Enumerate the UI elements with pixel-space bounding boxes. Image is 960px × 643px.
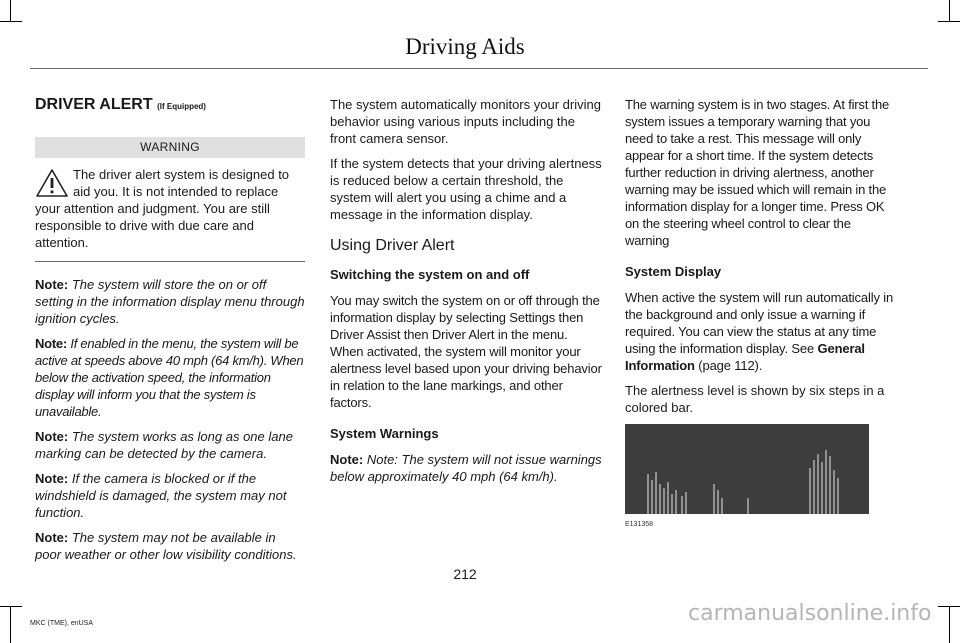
- body-paragraph: [625, 289, 897, 374]
- page-header-title: Driving Aids: [405, 34, 525, 59]
- body-paragraph: The warning system is in two stages. At first the system issues a temporary warning that you need to take a rest. This message will only appear for a short time. If the system detects further reduction in driving alertness, another warning may be issued which will remain in the information display for a longer time. Press OK on the steering wheel control to clear the warning: [625, 97, 890, 248]
- subheading-switching: Switching the system on and off: [330, 267, 530, 282]
- note-text: The system works as long as one lane marking can be detected by the camera.: [35, 429, 293, 461]
- subheading-system-display: System Display: [625, 264, 722, 279]
- crop-mark: [10, 0, 11, 22]
- note-text: The system will store the on or off setting in the information display menu through ignition cycles.: [35, 277, 305, 326]
- crop-mark: [938, 606, 960, 607]
- note-label: Note:: [35, 471, 69, 486]
- note-paragraph: [35, 428, 305, 462]
- note-text: Note: The system will not issue warnings below approximately 40 mph (64 km/h).: [330, 452, 602, 484]
- column-right: [625, 96, 897, 533]
- note-label: Note:: [35, 530, 69, 545]
- section-title-text: DRIVER ALERT: [35, 96, 153, 113]
- alertness-bar-figure: [625, 424, 869, 514]
- column-left: [35, 96, 305, 571]
- note-paragraph: [35, 529, 305, 563]
- body-text: When active the system will run automatically in the background and only issue a warning if required. You can view the status at any time using the information display. See: [625, 290, 894, 356]
- subheading-system-warnings: System Warnings: [330, 426, 439, 441]
- watermark: carmanualsonline.info: [688, 601, 932, 626]
- cross-reference-link[interactable]: General Information: [625, 341, 865, 373]
- note-text: If the camera is blocked or if the windshield is damaged, the system may not function.: [35, 471, 287, 520]
- note-label: Note:: [35, 277, 69, 292]
- warning-label: WARNING: [35, 137, 305, 158]
- column-middle: [330, 96, 602, 493]
- header-rule: [30, 68, 928, 69]
- warning-text: The driver alert system is designed to aid you. It is not intended to replace your attention and judgment. You are still responsible to drive with due care and attention.: [35, 167, 290, 250]
- note-text: If enabled in the menu, the system will be active at speeds above 40 mph (64 km/h). When below the activation speed, the information display will inform you that the system is unavailable.: [35, 336, 304, 419]
- body-paragraph: You may switch the system on or off through the information display by selecting Settings then Driver Assist then Driver Alert in the menu. When activated, the system will monitor your alertness level based upon your driving behavior in relation to the lane markings, and other factors.: [330, 293, 602, 410]
- body-paragraph: The system automatically monitors your driving behavior using various inputs including the front camera sensor.: [330, 97, 601, 146]
- note-label: Note:: [35, 429, 69, 444]
- subsection-heading: Using Driver Alert: [330, 237, 455, 254]
- note-text: The system may not be available in poor weather or other low visibility conditions.: [35, 530, 297, 562]
- warning-triangle-icon: [35, 168, 69, 198]
- section-title: [35, 96, 305, 115]
- note-paragraph: [35, 470, 305, 521]
- warning-body: [35, 166, 305, 251]
- page-reference: (page 112).: [694, 358, 763, 373]
- crop-mark: [949, 0, 950, 22]
- note-paragraph: [35, 335, 305, 420]
- crop-mark: [949, 606, 950, 643]
- alertness-bar-image: [625, 424, 869, 514]
- crop-mark: [938, 21, 960, 22]
- crop-mark: [0, 606, 22, 607]
- note-paragraph: [330, 451, 602, 485]
- crop-mark: [10, 606, 11, 643]
- body-paragraph: If the system detects that your driving alertness is reduced below a certain threshold, the system will alert you using a chime and a message in the information display.: [330, 156, 602, 222]
- figure-id: E131358: [625, 521, 654, 528]
- note-paragraph: [35, 276, 305, 327]
- warning-rule: [35, 261, 305, 262]
- section-subtitle: (If Equipped): [157, 102, 206, 111]
- document-id: MKC (TME), enUSA: [30, 620, 94, 627]
- note-label: Note:: [330, 452, 364, 467]
- page-number: 212: [453, 566, 477, 582]
- body-paragraph: The alertness level is shown by six steps in a colored bar.: [625, 383, 885, 415]
- note-label: Note:: [35, 336, 67, 351]
- crop-mark: [0, 21, 22, 22]
